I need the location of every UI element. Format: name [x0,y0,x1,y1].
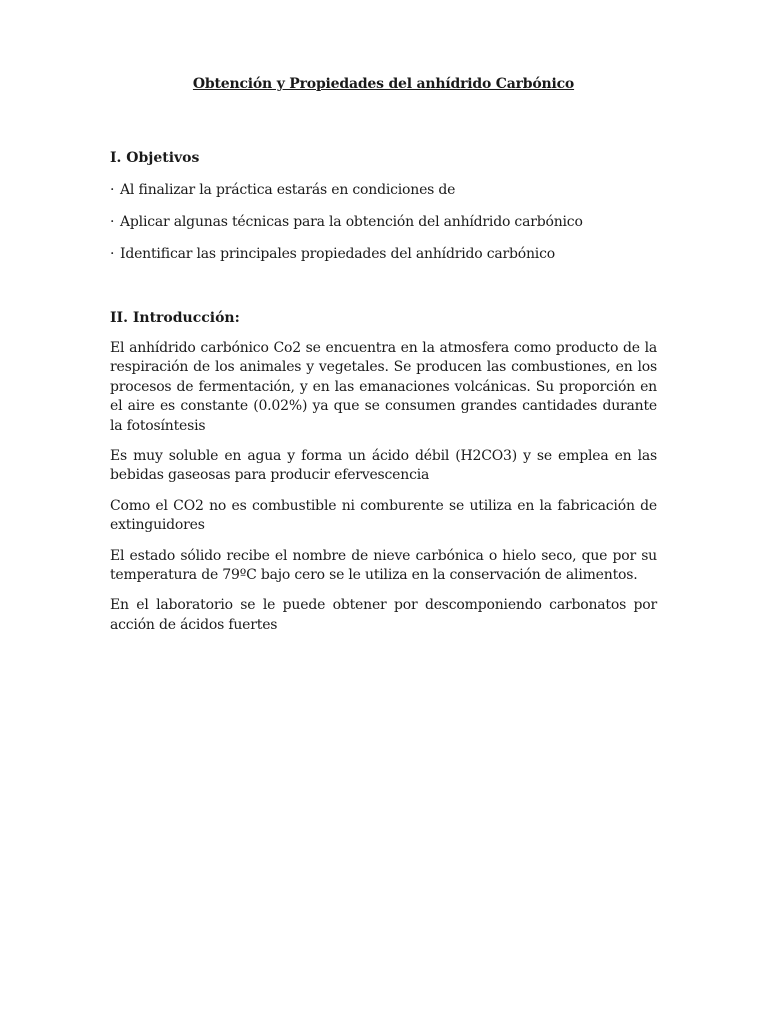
objective-text: Aplicar algunas técnicas para la obtención del anhídrido carbónico [120,214,583,230]
objective-item [110,244,657,264]
introduction-paragraph: Como el CO2 no es combustible ni comburente se utiliza en la fabricación de extinguidores [110,497,657,534]
objective-item [110,180,657,200]
introduction-paragraph: En el laboratorio se le puede obtener por descomponiendo carbonatos por acción de ácidos fuertes [110,597,657,633]
document-title: Obtención y Propiedades del anhídrido Carbónico [192,76,575,92]
objective-text: Al finalizar la práctica estarás en condiciones de [120,182,456,198]
bullet-dot: · [110,214,115,230]
objective-item [110,212,657,232]
introduction-heading: II. Introducción: [110,310,240,326]
document-page [110,74,657,635]
introduction-paragraph: Es muy soluble en agua y forma un ácido débil (H2CO3) y se emplea en las bebidas gaseosas para producir efervescencia [110,448,657,484]
introduction-paragraph: El anhídrido carbónico Co2 se encuentra en la atmosfera como producto de la respiración de los animales y vegetales. Se producen las combustiones, en los procesos de fermentación, y en las emanaciones volcánicas. Su proporción en el aire es constante (0.02%) ya que se consumen grandes cantidades durante la fotosíntesis [110,340,657,434]
introduction-paragraph: El estado sólido recibe el nombre de nieve carbónica o hielo seco, que por su temperatura de 79ºC bajo cero se le utiliza en la conservación de alimentos. [110,547,657,584]
bullet-dot: · [110,246,115,262]
bullet-dot: · [110,182,115,198]
objective-text: Identificar las principales propiedades del anhídrido carbónico [120,246,555,262]
objectives-heading: I. Objetivos [110,150,200,166]
